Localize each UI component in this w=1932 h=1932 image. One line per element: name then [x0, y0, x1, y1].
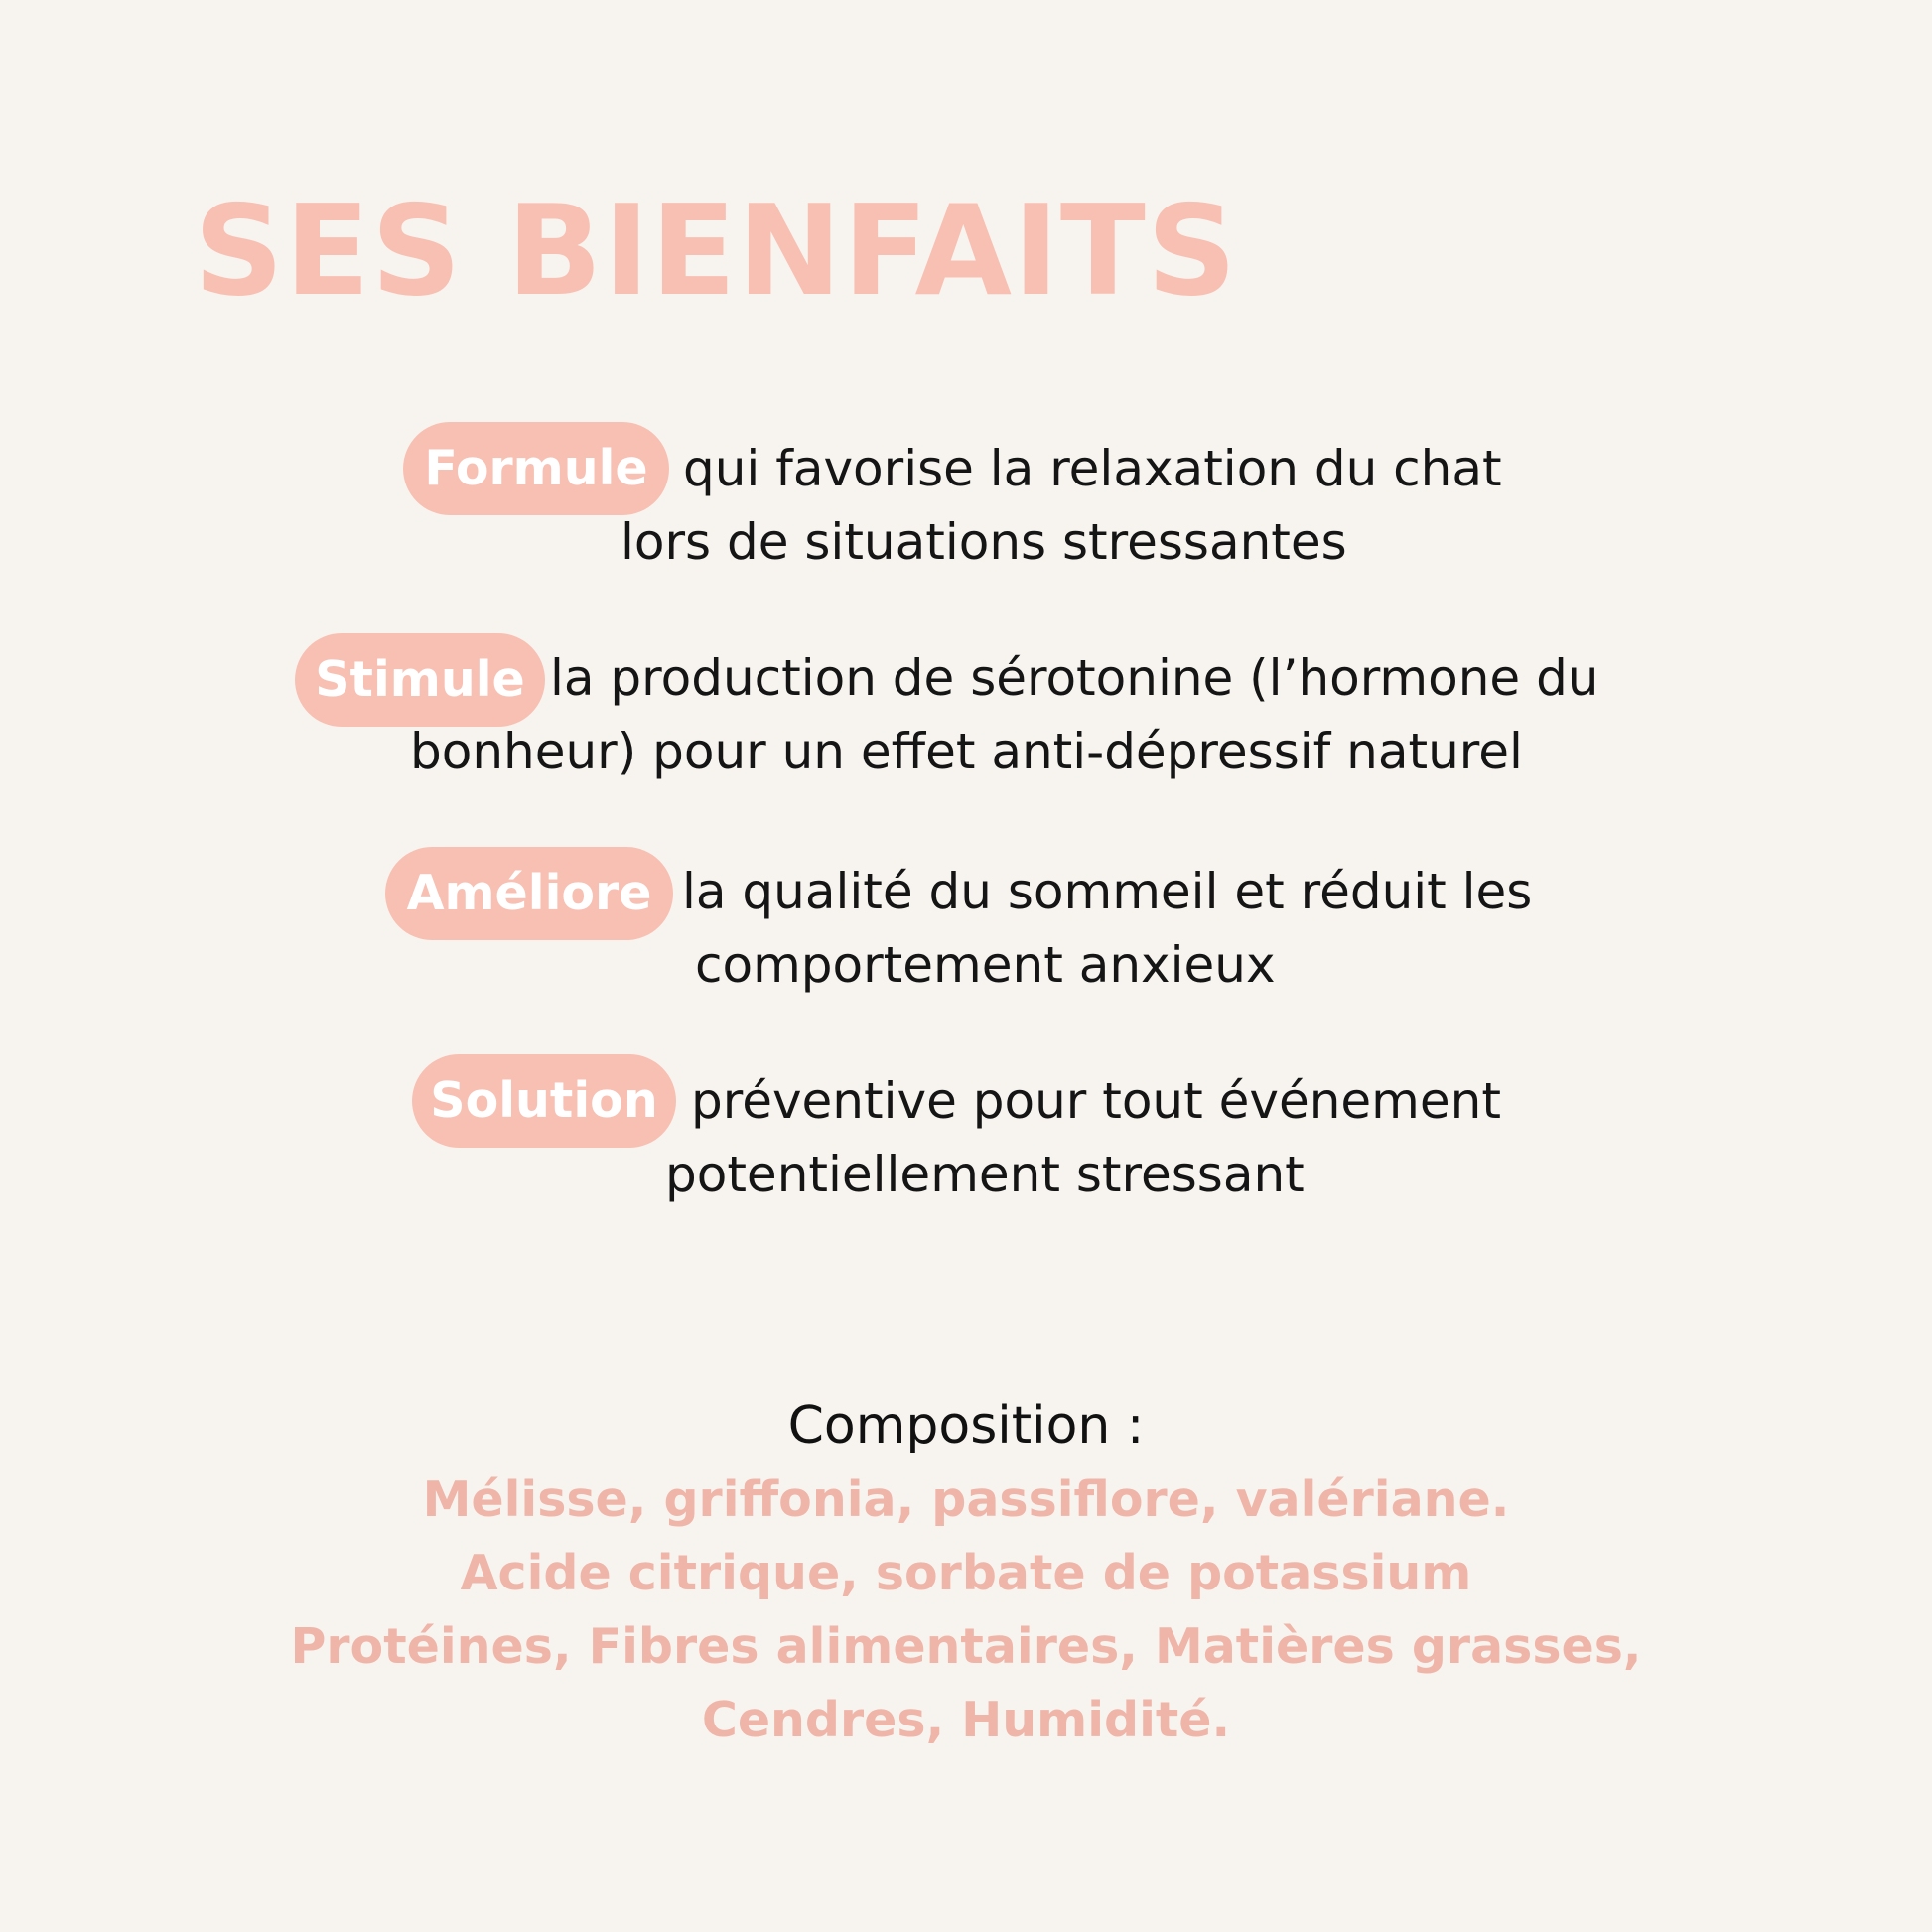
- composition-line: Acide citrique, sorbate de potassium: [460, 1545, 1472, 1601]
- benefit-text-line: préventive pour tout événement: [691, 1072, 1501, 1130]
- composition-line: Cendres, Humidité.: [701, 1692, 1231, 1748]
- benefit-tag: Formule: [403, 422, 669, 515]
- benefit-tag: Améliore: [385, 847, 673, 940]
- composition-heading: Composition :: [787, 1396, 1145, 1455]
- benefit-tag: Stimule: [295, 633, 545, 727]
- composition-line: Protéines, Fibres alimentaires, Matières grasses,: [290, 1618, 1642, 1675]
- benefit-text-line: la production de sérotonine (l’hormone du: [550, 649, 1599, 707]
- benefit-text-line: qui favorise la relaxation du chat: [683, 440, 1502, 497]
- benefit-text-line: bonheur) pour un effet anti-dépressif naturel: [410, 723, 1523, 780]
- composition-line: Mélisse, griffonia, passiflore, valériane.: [422, 1471, 1510, 1528]
- page-title: SES BIENFAITS: [194, 178, 1238, 324]
- benefit-text-line: potentiellement stressant: [665, 1146, 1305, 1203]
- benefit-text-line: comportement anxieux: [695, 936, 1276, 994]
- benefit-text-line: la qualité du sommeil et réduit les: [682, 863, 1533, 920]
- benefit-text-line: lors de situations stressantes: [621, 513, 1347, 571]
- composition-section: [0, 1388, 1932, 1757]
- benefit-tag: Solution: [412, 1054, 676, 1148]
